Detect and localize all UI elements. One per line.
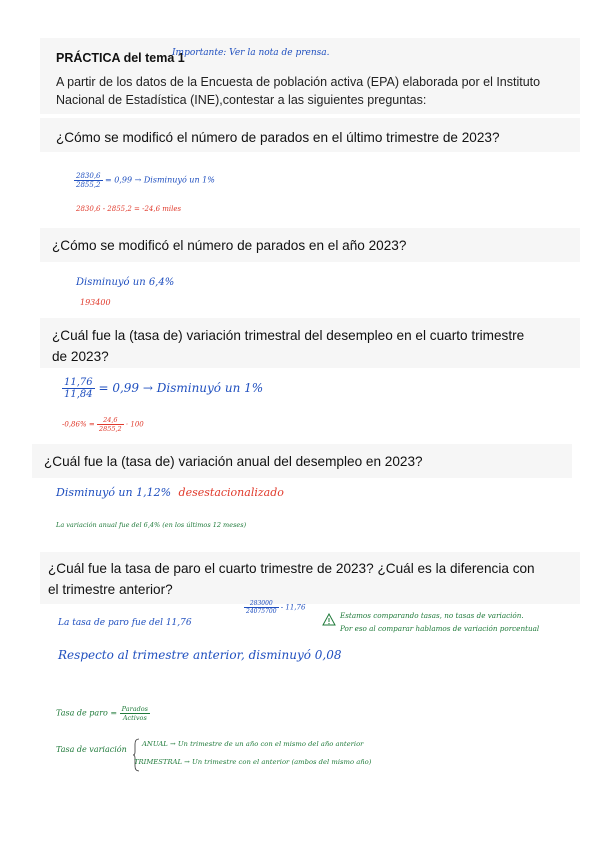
q1-fraction-result — [74, 172, 215, 189]
tasa-var-trimestral: TRIMESTRAL → Un trimestre con el anterior (ambos del mismo año) — [134, 758, 372, 766]
q4-answer-line — [56, 486, 284, 499]
q4-extra: La variación anual fue del 6,4% (en los últimos 12 meses) — [56, 521, 247, 529]
q2-value: 193400 — [80, 298, 111, 307]
q3-frac-denominator: 11,84 — [64, 389, 93, 400]
handwritten-note: Importante: Ver la nota de prensa. — [172, 48, 330, 58]
question-4: ¿Cuál fue la (tasa de) variación anual del desempleo en 2023? — [44, 454, 423, 469]
q5-frac-numerator: 283000 — [244, 600, 279, 608]
q3-calc-fraction — [97, 416, 124, 433]
tasa-paro-formula — [56, 705, 150, 722]
q4-answer-note: desestacionalizado — [178, 486, 284, 499]
tasa-paro-numerator: Parados — [121, 705, 148, 713]
q5-fraction — [244, 600, 279, 615]
q3-fraction-result — [62, 377, 263, 400]
page-title: PRÁCTICA del tema 1 — [56, 51, 185, 65]
q1-frac-denominator: 2855,2 — [76, 181, 101, 189]
q3-frac-numerator: 11,76 — [64, 377, 93, 388]
q2-answer: Disminuyó un 6,4% — [76, 277, 175, 288]
q1-fraction — [74, 172, 103, 189]
question-3: ¿Cuál fue la (tasa de) variación trimestral del desempleo en el cuarto trimestre de 2023? — [52, 328, 525, 364]
q3-calc-numerator: 24,6 — [97, 416, 124, 425]
tasa-paro-fraction — [120, 705, 150, 722]
q3-calc-denominator: 2855,2 — [98, 425, 122, 433]
question-1: ¿Cómo se modificó el número de parados en el último trimestre de 2023? — [56, 130, 500, 145]
tasa-paro-denominator: Activos — [122, 714, 147, 722]
q3-calc — [62, 416, 144, 433]
question-2: ¿Cómo se modificó el número de parados en el año 2023? — [52, 238, 407, 253]
q3-calc-right: · 100 — [125, 420, 144, 429]
q3-fraction — [62, 377, 95, 400]
q5-frac-denominator: 24075700 — [246, 608, 277, 615]
brace-icon — [132, 738, 140, 772]
q5-frac-result: - 11,76 — [280, 603, 306, 612]
q1-calc: 2830,6 - 2855,2 = -24,6 miles — [76, 205, 182, 213]
q5-warning-line1: Estamos comparando tasas, no tasas de variación. — [340, 611, 524, 620]
q5-warning-line2: Por eso al comparar hablamos de variación porcentual — [340, 624, 540, 633]
q5-fraction-result — [244, 600, 305, 615]
tasa-var-label: Tasa de variación — [56, 745, 127, 754]
q4-answer: Disminuyó un 1,12% — [56, 486, 172, 499]
q3-calc-left: -0,86% = — [62, 420, 95, 429]
question-5: ¿Cuál fue la tasa de paro el cuarto trimestre de 2023? ¿Cuál es la diferencia con el trimestre anterior? — [48, 561, 535, 597]
q5-diff: Respecto al trimestre anterior, disminuyó 0,08 — [58, 648, 342, 662]
q1-result: = 0,99 → Disminuyó un 1% — [105, 175, 215, 185]
q1-frac-numerator: 2830,6 — [76, 172, 101, 180]
tasa-paro-label: Tasa de paro = — [56, 708, 118, 718]
q3-result: = 0,99 → Disminuyó un 1% — [98, 381, 264, 395]
warning-icon — [322, 613, 336, 626]
q5-answer: La tasa de paro fue del 11,76 — [58, 618, 192, 628]
tasa-var-anual: ANUAL → Un trimestre de un año con el mismo del año anterior — [142, 740, 364, 748]
intro-text: A partir de los datos de la Encuesta de población activa (EPA) elaborada por el Instituto Nacional de Estadística (INE),contestar a las siguientes preguntas: — [56, 75, 541, 107]
